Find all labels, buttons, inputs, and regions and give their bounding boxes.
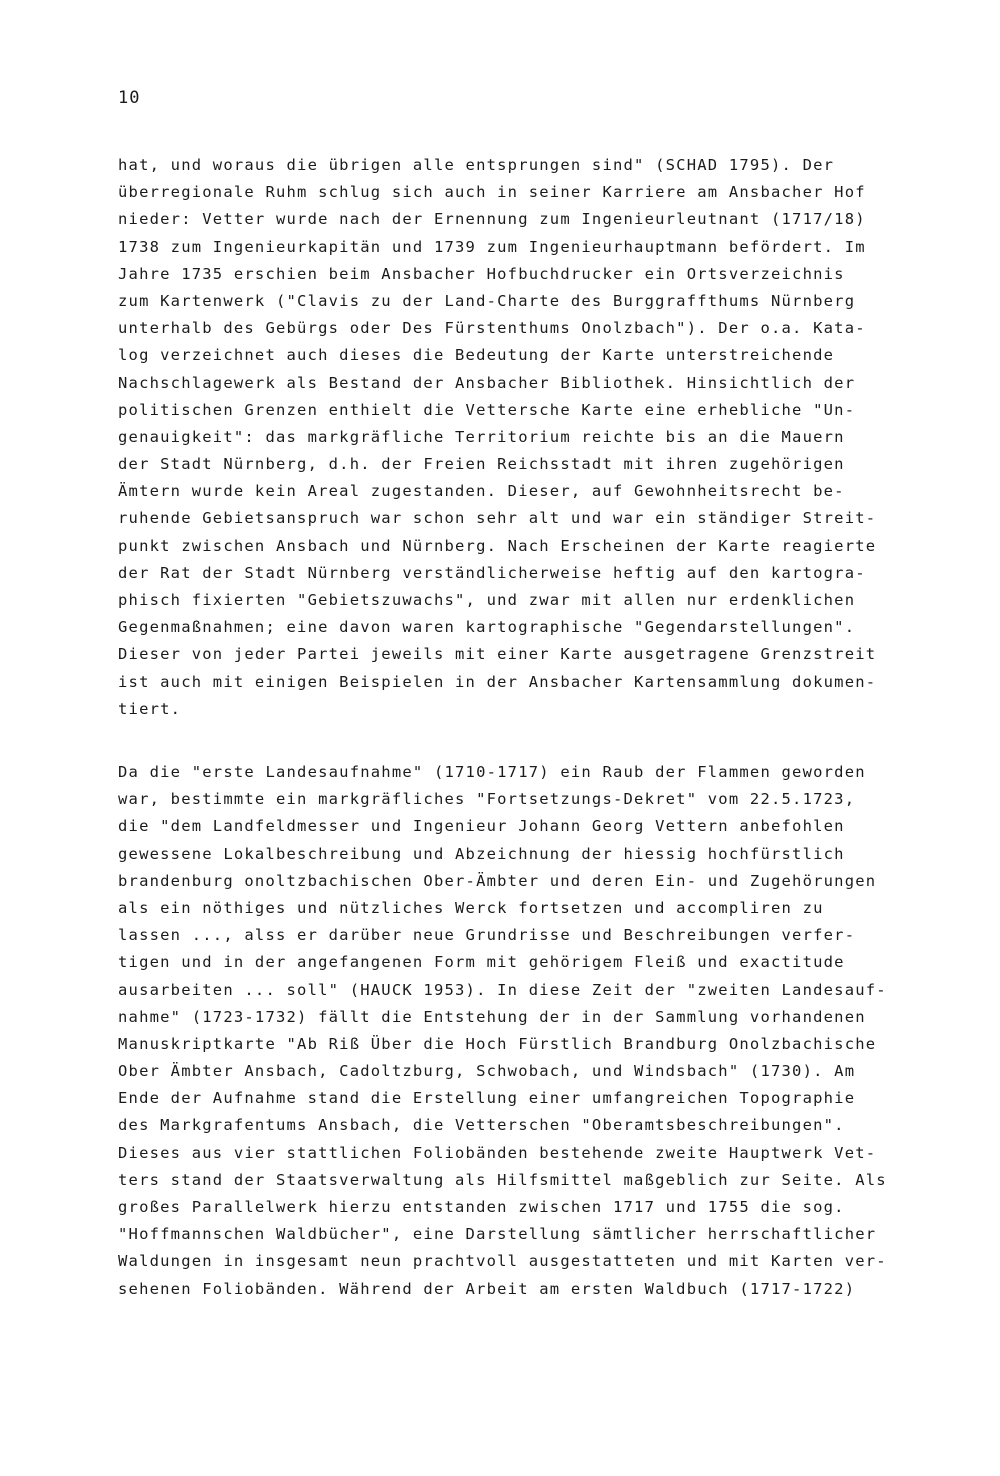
text-line: Jahre 1735 erschien beim Ansbacher Hofbuchdrucker ein Ortsverzeichnis [118, 264, 845, 283]
text-line: sehenen Foliobänden. Während der Arbeit am ersten Waldbuch (1717-1722) [118, 1279, 856, 1298]
text-line: Dieses aus vier stattlichen Foliobänden bestehende zweite Hauptwerk Vet- [118, 1143, 877, 1162]
text-line: Gegenmaßnahmen; eine davon waren kartographische "Gegendarstellungen". [118, 618, 856, 637]
text-line: der Stadt Nürnberg, d.h. der Freien Reichsstadt mit ihren zugehörigen [118, 455, 845, 474]
text-line: 1738 zum Ingenieurkapitän und 1739 zum Ingenieurhauptmann befördert. Im [118, 237, 866, 256]
text-line: ausarbeiten ... soll" (HAUCK 1953). In diese Zeit der "zweiten Landesauf- [118, 980, 887, 999]
text-line: unterhalb des Gebürgs oder Des Fürstenthums Onolzbach"). Der o.a. Kata- [118, 319, 866, 338]
text-line: ruhende Gebietsanspruch war schon sehr alt und war ein ständiger Streit- [118, 509, 877, 528]
text-line: überregionale Ruhm schlug sich auch in seiner Karriere am Ansbacher Hof [118, 183, 866, 202]
text-line: Manuskriptkarte "Ab Riß Über die Hoch Fürstlich Brandburg Onolzbachische [118, 1034, 877, 1053]
paragraph-1 [118, 152, 928, 723]
text-line: "Hoffmannschen Waldbücher", eine Darstellung sämtlicher herrschaftlicher [118, 1225, 877, 1244]
text-line: tigen und in der angefangenen Form mit gehörigem Fleiß und exactitude [118, 953, 845, 972]
text-line: phisch fixierten "Gebietszuwachs", und zwar mit allen nur erdenklichen [118, 591, 856, 609]
text-line: ist auch mit einigen Beispielen in der Ansbacher Kartensammlung dokumen- [118, 672, 877, 691]
text-line: der Rat der Stadt Nürnberg verständlicherweise heftig auf den kartogra- [118, 563, 866, 582]
text-line: hat, und woraus die übrigen alle entsprungen sind" (SCHAD 1795). Der [118, 156, 835, 174]
text-line: Da die "erste Landesaufnahme" (1710-1717) ein Raub der Flammen geworden [118, 763, 866, 781]
text-line: Ämtern wurde kein Areal zugestanden. Dieser, auf Gewohnheitsrecht be- [118, 482, 845, 501]
text-line: gewessene Lokalbeschreibung und Abzeichnung der hiessig hochfürstlich [118, 844, 845, 863]
text-line: brandenburg onoltzbachischen Ober-Ämbter und deren Ein- und Zugehörungen [118, 871, 877, 890]
text-line: großes Parallelwerk hierzu entstanden zwischen 1717 und 1755 die sog. [118, 1198, 845, 1216]
text-line: war, bestimmte ein markgräfliches "Fortsetzungs-Dekret" vom 22.5.1723, [118, 790, 856, 809]
text-line: politischen Grenzen enthielt die Vettersche Karte eine erhebliche "Un- [118, 400, 856, 419]
text-line: als ein nöthiges und nützliches Werck fortsetzen und accompliren zu [118, 898, 824, 917]
text-line: lassen ..., alss er darüber neue Grundrisse und Beschreibungen verfer- [118, 926, 856, 945]
paragraph-2 [118, 759, 928, 1303]
text-line: zum Kartenwerk ("Clavis zu der Land-Charte des Burggraffthums Nürnberg [118, 291, 856, 310]
text-line: log verzeichnet auch dieses die Bedeutung der Karte unterstreichende [118, 346, 835, 365]
text-line: Ober Ämbter Ansbach, Cadoltzburg, Schwobach, und Windsbach" (1730). Am [118, 1062, 856, 1081]
text-line: tiert. [118, 699, 182, 718]
text-line: nieder: Vetter wurde nach der Ernennung zum Ingenieurleutnant (1717/18) [118, 210, 866, 229]
page-number: 10 [118, 88, 141, 108]
text-line: Dieser von jeder Partei jeweils mit einer Karte ausgetragene Grenzstreit [118, 645, 877, 664]
text-line: Nachschlagewerk als Bestand der Ansbacher Bibliothek. Hinsichtlich der [118, 373, 856, 392]
text-line: die "dem Landfeldmesser und Ingenieur Johann Georg Vettern anbefohlen [118, 817, 845, 836]
text-line: punkt zwischen Ansbach und Nürnberg. Nach Erscheinen der Karte reagierte [118, 536, 877, 555]
text-line: des Markgrafentums Ansbach, die Vetterschen "Oberamtsbeschreibungen". [118, 1116, 845, 1135]
text-line: genauigkeit": das markgräfliche Territorium reichte bis an die Mauern [118, 427, 845, 446]
text-line: Waldungen in insgesamt neun prachtvoll ausgestatteten und mit Karten ver- [118, 1252, 887, 1271]
text-line: Ende der Aufnahme stand die Erstellung einer umfangreichen Topographie [118, 1089, 856, 1108]
text-line: nahme" (1723-1732) fällt die Entstehung der in der Sammlung vorhandenen [118, 1007, 866, 1026]
text-line: ters stand der Staatsverwaltung als Hilfsmittel maßgeblich zur Seite. Als [118, 1170, 887, 1189]
